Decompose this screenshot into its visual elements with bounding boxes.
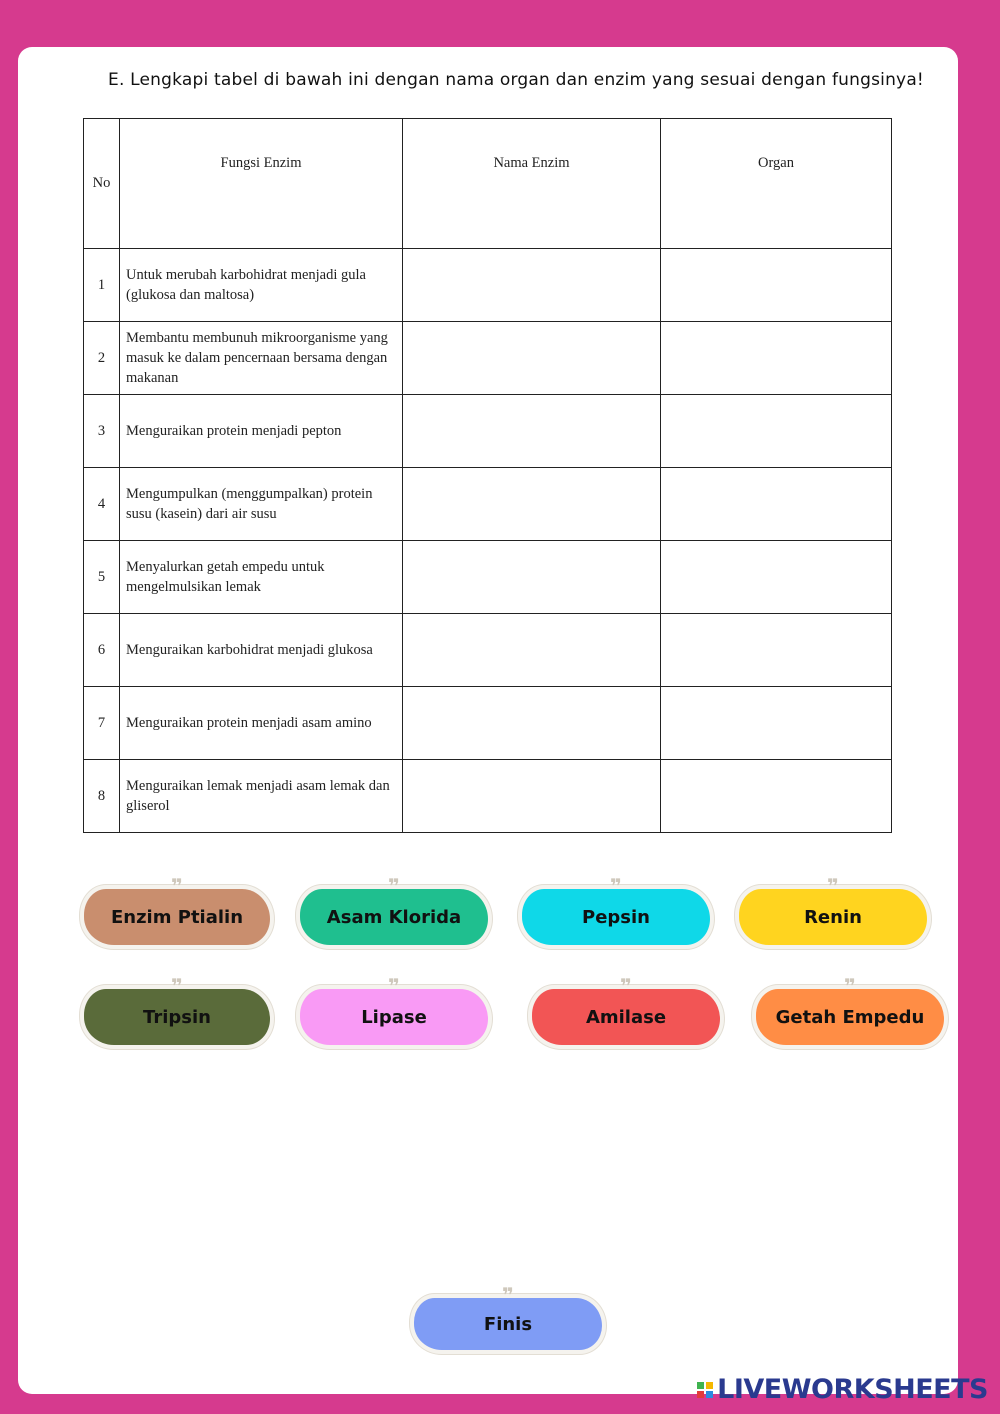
organ-drop-zone[interactable] [661, 541, 892, 614]
chip-getah-empedu[interactable] [756, 974, 944, 1045]
quote-icon: ❞ [827, 874, 839, 898]
row-function: Menguraikan protein menjadi pepton [120, 395, 403, 468]
row-number: 3 [84, 395, 120, 468]
chip-pepsin[interactable] [522, 874, 710, 945]
finish-button-label: Finis [483, 1313, 533, 1335]
organ-drop-zone[interactable] [661, 395, 892, 468]
enzyme-drop-zone[interactable] [403, 322, 661, 395]
row-function: Membantu membunuh mikroorganisme yang masuk ke dalam pencernaan bersama dengan makanan [120, 322, 403, 395]
header-nama-enzim: Nama Enzim [403, 119, 661, 249]
chip-enzim-ptialin[interactable] [84, 874, 270, 945]
chip-label: Asam Klorida [326, 906, 462, 928]
table-row [84, 395, 892, 468]
table-header-row [84, 119, 892, 249]
quote-icon: ❞ [388, 874, 400, 898]
row-number: 6 [84, 614, 120, 687]
enzyme-table [83, 118, 892, 833]
row-function: Untuk merubah karbohidrat menjadi gula (glukosa dan maltosa) [120, 249, 403, 322]
chip-renin[interactable] [739, 874, 927, 945]
table-row [84, 614, 892, 687]
row-number: 2 [84, 322, 120, 395]
quote-icon: ❞ [620, 974, 632, 998]
table-row [84, 760, 892, 833]
enzyme-drop-zone[interactable] [403, 395, 661, 468]
chip-label: Enzim Ptialin [110, 906, 244, 928]
row-function: Menguraikan karbohidrat menjadi glukosa [120, 614, 403, 687]
row-function: Menguraikan lemak menjadi asam lemak dan gliserol [120, 760, 403, 833]
table-row [84, 468, 892, 541]
quote-icon: ❞ [610, 874, 622, 898]
chip-label: Getah Empedu [775, 1006, 925, 1028]
chip-label: Tripsin [143, 1006, 211, 1028]
table-row [84, 687, 892, 760]
table-row [84, 322, 892, 395]
row-number: 8 [84, 760, 120, 833]
header-no: No [84, 119, 120, 249]
row-number: 1 [84, 249, 120, 322]
organ-drop-zone[interactable] [661, 468, 892, 541]
quote-icon: ❞ [171, 874, 183, 898]
row-number: 7 [84, 687, 120, 760]
organ-drop-zone[interactable] [661, 249, 892, 322]
row-number: 4 [84, 468, 120, 541]
liveworksheets-logo [697, 1374, 988, 1405]
header-fungsi-enzim: Fungsi Enzim [120, 119, 403, 249]
liveworksheets-logo-icon [697, 1382, 713, 1398]
chip-label: Pepsin [582, 906, 650, 928]
quote-icon: ❞ [388, 974, 400, 998]
row-number: 5 [84, 541, 120, 614]
row-function: Menyalurkan getah empedu untuk mengelmulsikan lemak [120, 541, 403, 614]
enzyme-drop-zone[interactable] [403, 687, 661, 760]
chip-label: Renin [804, 906, 862, 928]
table-row [84, 249, 892, 322]
quote-icon: ❞ [844, 974, 856, 998]
chip-asam-klorida[interactable] [300, 874, 488, 945]
chip-label: Amilase [585, 1006, 667, 1028]
chip-lipase[interactable] [300, 974, 488, 1045]
header-organ: Organ [661, 119, 892, 249]
enzyme-drop-zone[interactable] [403, 541, 661, 614]
organ-drop-zone[interactable] [661, 687, 892, 760]
brand-name: LIVEWORKSHEETS [717, 1374, 988, 1405]
chip-label: Lipase [361, 1006, 427, 1028]
enzyme-drop-zone[interactable] [403, 249, 661, 322]
organ-drop-zone[interactable] [661, 614, 892, 687]
quote-icon: ❞ [502, 1283, 514, 1307]
table-row [84, 541, 892, 614]
chip-tripsin[interactable] [84, 974, 270, 1045]
row-function: Mengumpulkan (menggumpalkan) protein susu (kasein) dari air susu [120, 468, 403, 541]
organ-drop-zone[interactable] [661, 760, 892, 833]
quote-icon: ❞ [171, 974, 183, 998]
row-function: Menguraikan protein menjadi asam amino [120, 687, 403, 760]
organ-drop-zone[interactable] [661, 322, 892, 395]
enzyme-drop-zone[interactable] [403, 614, 661, 687]
finish-button[interactable] [414, 1283, 602, 1350]
instruction-text: E. Lengkapi tabel di bawah ini dengan nama organ dan enzim yang sesuai dengan fungsinya! [108, 70, 924, 90]
enzyme-drop-zone[interactable] [403, 760, 661, 833]
enzyme-drop-zone[interactable] [403, 468, 661, 541]
chip-amilase[interactable] [532, 974, 720, 1045]
